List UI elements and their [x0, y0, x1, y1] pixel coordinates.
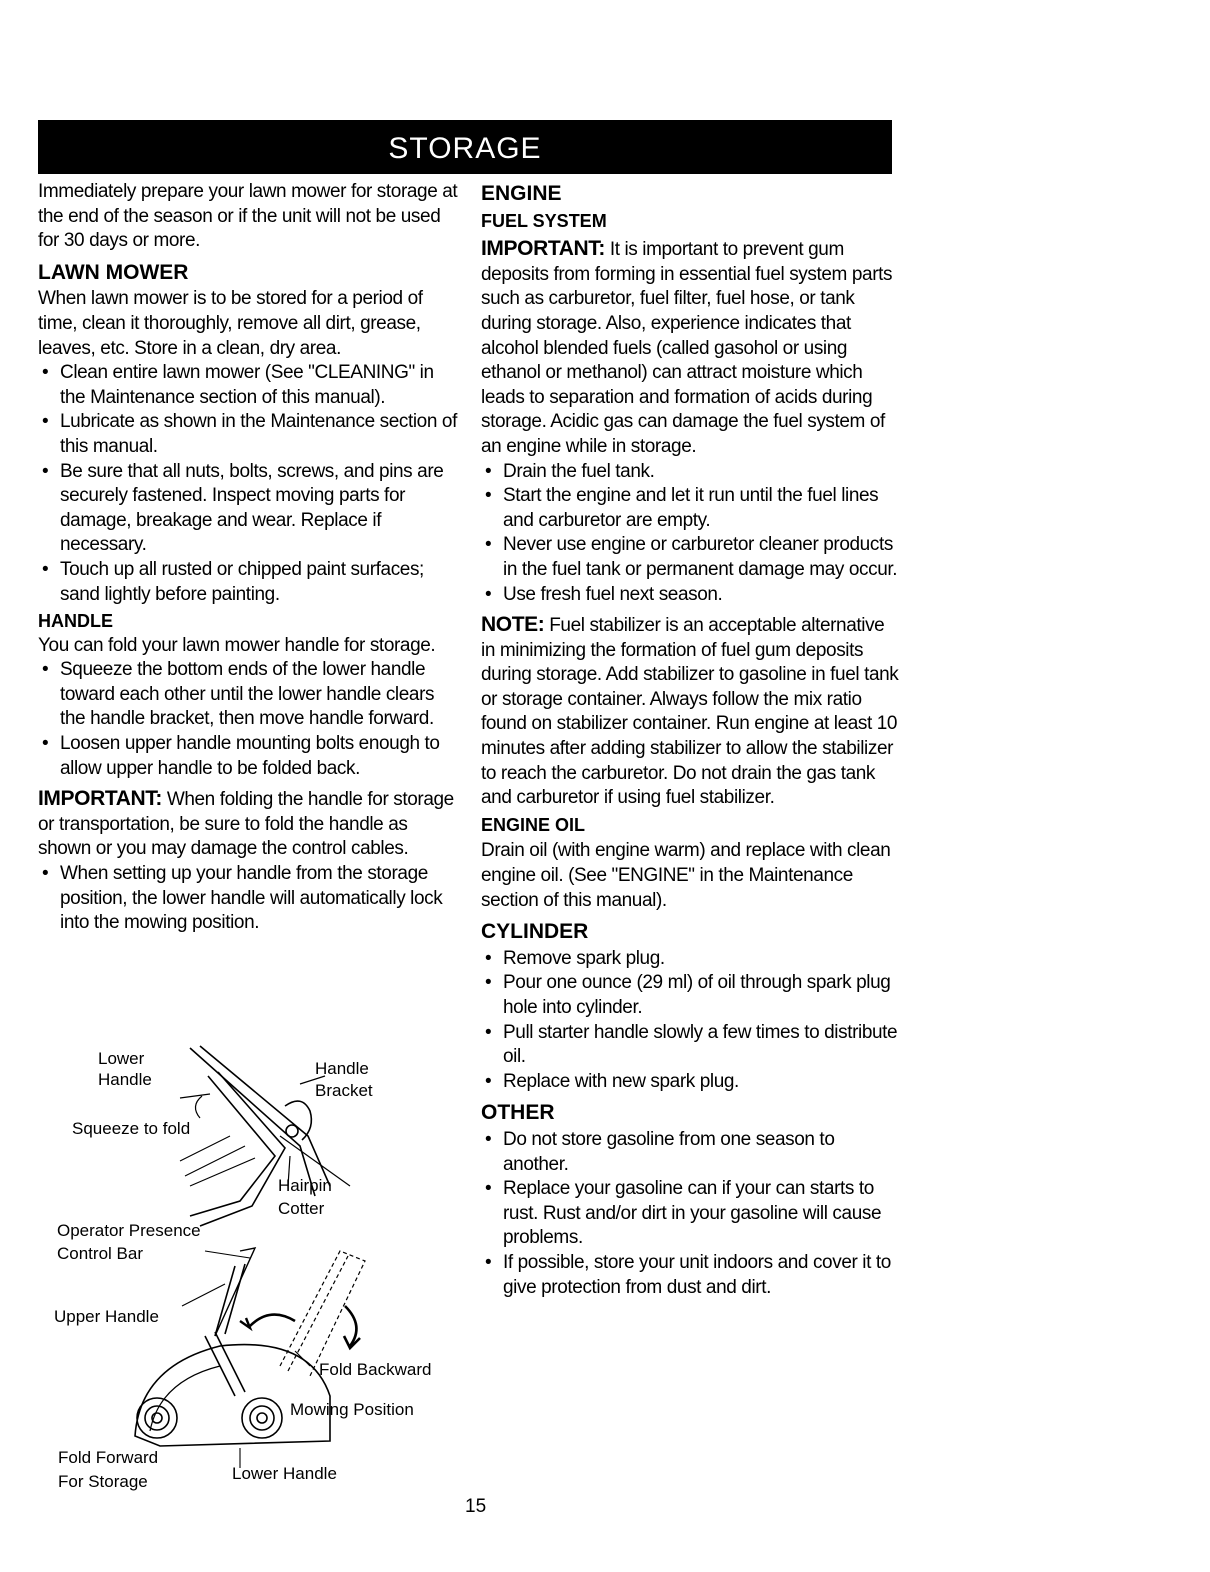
engine-important: [481, 237, 901, 459]
list-item: • Never use engine or carburetor cleaner products in the fuel tank or permanent damage may occur.: [481, 533, 901, 582]
fuel-system-list: [481, 460, 901, 608]
cylinder-heading: CYLINDER: [481, 920, 589, 944]
important-text: When folding the handle for storage or transportation, be sure to fold the handle as shown or you may damage the control cables.: [38, 789, 454, 860]
list-item: • Loosen upper handle mounting bolts enough to allow upper handle to be folded back.: [38, 732, 458, 781]
engine-note: [481, 613, 901, 811]
note-text: Fuel stabilizer is an acceptable alternative in minimizing the formation of fuel gum deposits during storage. Add stabilizer to gasoline in fuel tank or storage container. Always follow the mix ratio found on stabilizer container. Run engine at least 10 minutes after adding stabilizer to allow the stabilizer to reach the carburetor. Do not drain the gas tank and carburetor if using fuel stabilizer.: [481, 615, 899, 809]
list-item: • Touch up all rusted or chipped paint surfaces; sand lightly before painting.: [38, 558, 458, 607]
lawn-mower-heading: LAWN MOWER: [38, 260, 189, 284]
important-label: IMPORTANT:: [38, 787, 162, 811]
label-hairpin-cotter: Hairpin Cotter: [278, 1176, 332, 1218]
list-item: • Replace your gasoline can if your can starts to rust. Rust and/or dirt in your gasoline will cause problems.: [481, 1177, 901, 1251]
handle-important: [38, 787, 458, 862]
engine-oil-heading: ENGINE OIL: [481, 814, 586, 835]
other-heading: OTHER: [481, 1101, 555, 1125]
lawn-mower-text: When lawn mower is to be stored for a period of time, clean it thoroughly, remove all dirt, grease, leaves, etc. Store in a clean, dry area.: [38, 288, 423, 359]
page-number: 15: [465, 1496, 487, 1517]
label-upper-handle: Upper Handle: [54, 1307, 159, 1326]
mower-handle-illustration: [40, 1036, 470, 1506]
list-item: • Remove spark plug.: [481, 947, 901, 972]
list-item: • When setting up your handle from the storage position, the lower handle will automatically lock into the mowing position.: [38, 862, 458, 936]
label-squeeze-to-fold: Squeeze to fold: [72, 1119, 191, 1138]
list-item: • Clean entire lawn mower (See "CLEANING" in the Maintenance section of this manual).: [38, 361, 458, 410]
engine-oil-text: Drain oil (with engine warm) and replace with clean engine oil. (See "ENGINE" in the Maintenance section of this manual).: [481, 840, 891, 911]
right-column: [481, 182, 901, 1300]
list-item: • Replace with new spark plug.: [481, 1070, 901, 1095]
label-lower-handle: Lower Handle: [98, 1049, 152, 1089]
list-item: • Squeeze the bottom ends of the lower handle toward each other until the lower handle clears the handle bracket, then move handle forward.: [38, 658, 458, 732]
label-mowing-position: Mowing Position: [290, 1400, 414, 1419]
list-item: • Do not store gasoline from one season to another.: [481, 1128, 901, 1177]
cylinder-list: [481, 947, 901, 1095]
label-handle-bracket: Handle Bracket: [315, 1059, 373, 1100]
fuel-system-heading: FUEL SYSTEM: [481, 210, 607, 231]
handle-heading: HANDLE: [38, 611, 113, 632]
list-item: • Drain the fuel tank.: [481, 460, 901, 485]
label-fold-forward-for-storage: Fold Forward For Storage: [58, 1448, 159, 1491]
list-item: • Pour one ounce (29 ml) of oil through spark plug hole into cylinder.: [481, 971, 901, 1020]
label-operator-presence-control-bar: Operator Presence Control Bar: [57, 1221, 201, 1263]
left-column: [38, 180, 458, 936]
section-title-banner: STORAGE: [38, 120, 892, 174]
list-item: • Use fresh fuel next season.: [481, 583, 901, 608]
list-item: • Lubricate as shown in the Maintenance section of this manual.: [38, 410, 458, 459]
label-lower-handle-bottom: Lower Handle: [232, 1464, 337, 1483]
engine-heading: ENGINE: [481, 182, 562, 205]
handle-text: You can fold your lawn mower handle for storage.: [38, 634, 436, 656]
note-label: NOTE:: [481, 613, 545, 637]
important-label: IMPORTANT:: [481, 237, 605, 261]
lawn-mower-list: [38, 361, 458, 607]
handle-list: [38, 658, 458, 781]
other-list: [481, 1128, 901, 1300]
list-item: • Be sure that all nuts, bolts, screws, and pins are securely fastened. Inspect moving parts for damage, breakage and wear. Replace if necessary.: [38, 460, 458, 558]
label-fold-backward: Fold Backward: [319, 1360, 432, 1379]
handle-fold-diagram: [40, 1036, 470, 1506]
intro-paragraph: Immediately prepare your lawn mower for storage at the end of the season or if the unit will not be used for 30 days or more.: [38, 181, 458, 252]
list-item: • Start the engine and let it run until the fuel lines and carburetor are empty.: [481, 484, 901, 533]
important-text: It is important to prevent gum deposits from forming in essential fuel system parts such as carburetor, fuel filter, fuel hose, or tank during storage. Also, experience indicates that alcohol blended fuels (called gasohol or using ethanol or methanol) can attract moisture which leads to separation and formation of acids during storage. Acidic gas can damage the fuel system of an engine while in storage.: [481, 239, 893, 457]
list-item: • If possible, store your unit indoors and cover it to give protection from dust and dirt.: [481, 1251, 901, 1300]
list-item: • Pull starter handle slowly a few times to distribute oil.: [481, 1021, 901, 1070]
handle-list-2: [38, 862, 458, 936]
